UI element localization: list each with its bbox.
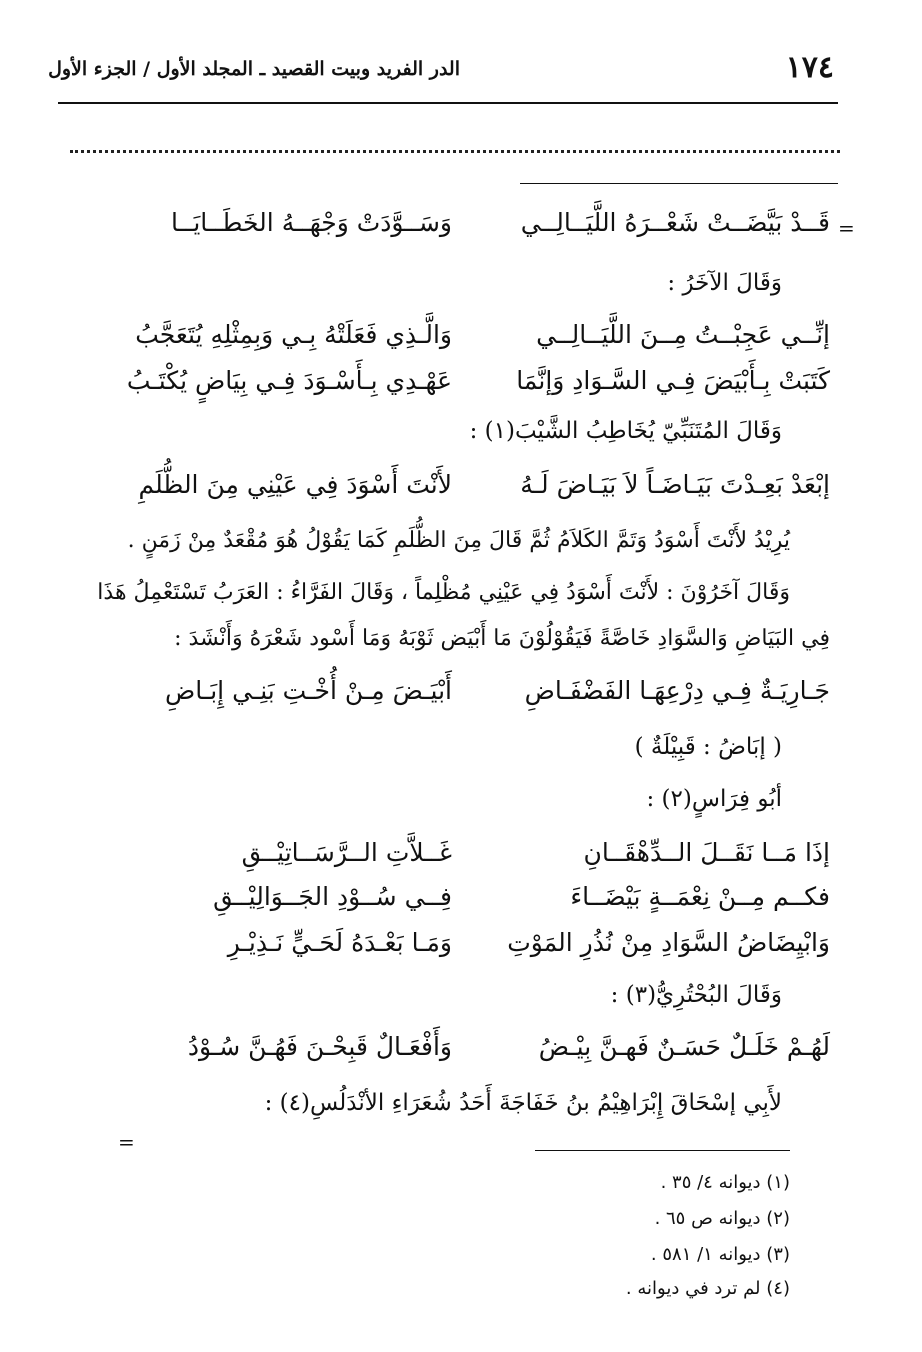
gloss-ibad: ( إبَاضُ : قَبِيْلَةٌ ) [634, 734, 782, 760]
verse-6-second-hemistich: غَــلاَّتِ الــرَّسَــاتِيْــقِ [241, 838, 452, 867]
verse-7-second-hemistich: فِــي سُــوْدِ الجَــوَالِيْــقِ [213, 882, 452, 911]
verse-2-first-hemistich: إنِّــي عَجِبْــتُ مِــنَ اللَّيَــالِــي [536, 320, 830, 349]
short-rule [520, 183, 838, 184]
verse-3-first-hemistich: كَتَبَتْ بِـأَبْيَضَ فِـي السَّـوَادِ وَإنَّمَا [516, 366, 830, 395]
dotted-separator [70, 150, 840, 153]
running-header-title: الدر الفريد وبيت القصيد ـ المجلد الأول / الجزء الأول [48, 58, 460, 80]
verse-3-second-hemistich: عَهْـدِي بِـأَسْـوَدَ فِـي بِيَاضٍ يُكْتَـبُ [126, 366, 452, 395]
intro-mutanabbi: وَقَالَ المُتَنَبِّيّ يُخَاطِبُ الشَّيْبَ(١) : [469, 418, 782, 444]
footnote-2: (٢) ديوانه ص ٦٥ . [654, 1208, 790, 1229]
intro-buhturi: وَقَالَ البُحْتُرِيُّ(٣) : [610, 982, 782, 1008]
verse-5-first-hemistich: جَـارِيَـةٌ فِـي دِرْعِهَـا الفَضْفَـاضِ [524, 676, 830, 705]
prose-line-3: فِي البَيَاضِ وَالسَّوَادِ خَاصَّةً فَيَقُوْلُوْنَ مَا أَبْيَض ثَوْبَهُ وَمَا أَسْود شَعْرَهُ وَأَنْشَدَ : [174, 626, 830, 651]
intro-abu-firas: أبُو فِرَاسٍ(٢) : [646, 786, 782, 812]
footnote-rule [535, 1150, 790, 1151]
footnote-1: (١) ديوانه ٤/ ٣٥ . [660, 1172, 790, 1193]
verse-2-second-hemistich: وَالَّـذِي فَعَلَتْهُ بِـي وَبِمِثْلِهِ يُتَعَجَّبُ [135, 320, 452, 349]
prose-line-1: يُرِيْدُ لأَنْتَ أَسْوَدُ وَتَمَّ الكَلاَمُ ثُمَّ قَالَ مِنَ الظُّلَمِ كَمَا يَقُوْلُ هُوَ مُقْعَدٌ مِنْ زَمَنٍ . [127, 528, 790, 553]
verse-5-second-hemistich: أَبْيَـضَ مِـنْ أُخْـتِ بَنِـي إِبَـاضِ [165, 676, 452, 705]
verse-4-first-hemistich: إبْعَدْ بَعِـدْتَ بَيَـاضَـاً لاَ بَيَـاضَ لَـهُ [520, 470, 830, 499]
verse-1-first-hemistich: قَــدْ بَيَّضَــتْ شَعْــرَهُ اللَّيَــالِــي [520, 208, 830, 237]
header-rule [58, 102, 838, 104]
footnote-3: (٣) ديوانه ١/ ٥٨١ . [650, 1244, 790, 1265]
intro-ibn-khafaja: لأَبِي إسْحَاقَ إِبْرَاهِيْمُ بنُ خَفَاجَةَ أَحَدُ شُعَرَاءِ الأنْدَلُسِ(٤) : [264, 1090, 782, 1116]
verse-9-first-hemistich: لَهُـمْ خَلَـلٌ حَسَـنٌ فَهـنَّ بِيْـضُ [538, 1032, 830, 1061]
prose-line-2: وَقَالَ آخَرُوْنَ : لأَنْتَ أَسْوَدُ فِي عَيْنِي مُظْلِماً ، وَقَالَ الفَرَّاءُ : العَرَبُ تَسْتَعْمِلُ هَذَا [97, 580, 790, 605]
verse-4-second-hemistich: لأَنْتَ أَسْوَدَ فِي عَيْنِي مِنَ الظُّلَمِ [138, 470, 452, 499]
footnote-4: (٤) لم ترد في ديوانه . [625, 1278, 790, 1299]
verse-9-second-hemistich: وَأَفْعَـالٌ قَبِحْـنَ فَهُـنَّ سُـوْدُ [187, 1032, 452, 1061]
verse-8-first-hemistich: وَابْيِضَاضُ السَّوَادِ مِنْ نُذُرِ المَوْتِ [507, 928, 830, 957]
verse-1-second-hemistich: وَسَــوَّدَتْ وَجْهَــهُ الخَطَــايَــا [171, 208, 452, 237]
continuation-marker-bottom: = [118, 1130, 135, 1154]
intro-other-poet: وَقَالَ الآخَرُ : [667, 270, 782, 296]
continuation-marker-top: = [838, 216, 855, 240]
verse-8-second-hemistich: وَمَـا بَعْـدَهُ لَحَـيٍّ نَـذِيْـرِ [227, 928, 452, 957]
verse-7-first-hemistich: فكــم مِــنْ نِعْمَــةٍ بَيْضَــاءَ [570, 882, 830, 911]
verse-6-first-hemistich: إذَا مَــا نَقَــلَ الــدِّهْقَــانِ [583, 838, 830, 867]
page-number: ١٧٤ [785, 50, 834, 85]
